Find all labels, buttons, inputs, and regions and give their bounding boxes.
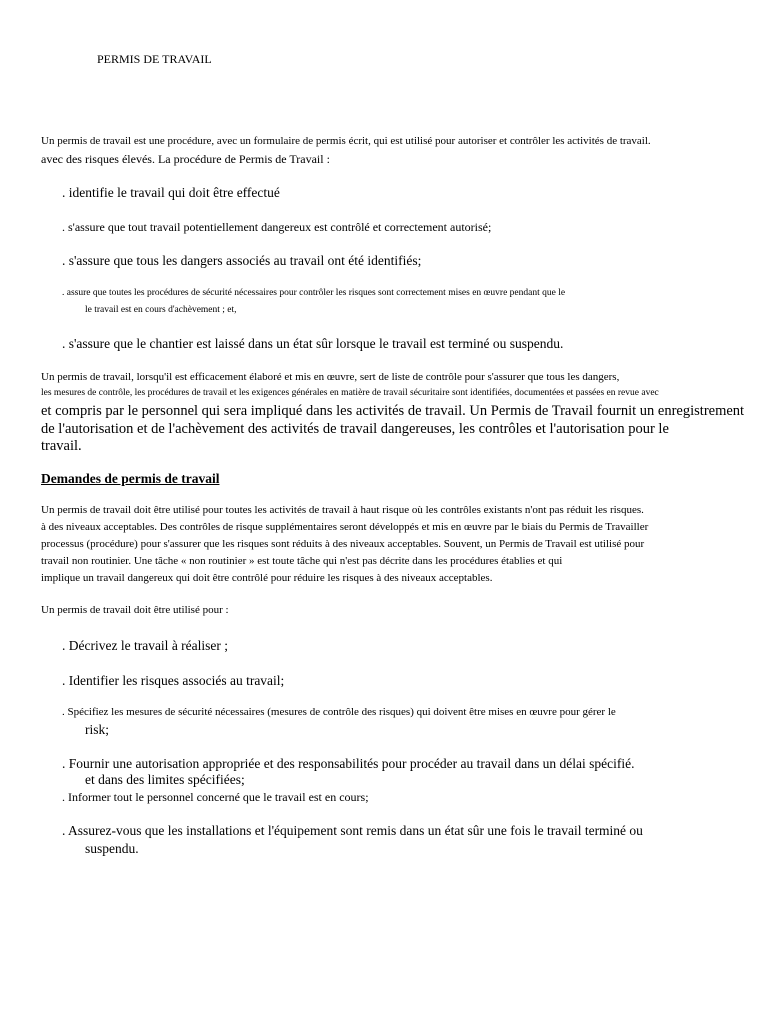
list-item-continuation: risk; [85, 722, 110, 737]
list-item: . Spécifiez les mesures de sécurité nécessaires (mesures de contrôle des risques) qui doivent être mises en œuvre pour gérer le [62, 706, 616, 718]
paragraph-line: implique un travail dangereux qui doit être contrôlé pour réduire les risques à des niveaux acceptables. [41, 572, 493, 584]
paragraph-line: les mesures de contrôle, les procédures de travail et les exigences générales en matière de travail sécuritaire sont identifiées, documentées et passées en revue avec [41, 388, 659, 398]
page-title: PERMIS DE TRAVAIL [97, 52, 212, 66]
list-item: . assure que toutes les procédures de sécurité nécessaires pour contrôler les risques sont correctement mises en œuvre pendant que le [62, 288, 566, 298]
paragraph-line: Un permis de travail doit être utilisé pour : [41, 604, 229, 616]
list-item: . s'assure que tous les dangers associés au travail ont été identifiés; [62, 253, 422, 268]
paragraph-line: à des niveaux acceptables. Des contrôles de risque supplémentaires seront développés et mis en œuvre par le biais du Permis de Travailler [41, 521, 649, 533]
list-item: . Assurez-vous que les installations et l'équipement sont remis dans un état sûr une fois le travail terminé ou [62, 823, 643, 838]
paragraph-line: Un permis de travail doit être utilisé pour toutes les activités de travail à haut risque où les contrôles existants n'ont pas réduit les risques. [41, 504, 644, 516]
paragraph-line: Un permis de travail, lorsqu'il est efficacement élaboré et mis en œuvre, sert de liste de contrôle pour s'assurer que tous les dangers, [41, 371, 620, 383]
list-item-continuation: et dans des limites spécifiées; [85, 772, 245, 787]
section-heading: Demandes de permis de travail [41, 471, 220, 486]
intro-line-1: Un permis de travail est une procédure, avec un formulaire de permis écrit, qui est utilisé pour autoriser et contrôler les activités de travail. [41, 135, 651, 147]
paragraph-line: et compris par le personnel qui sera impliqué dans les activités de travail. Un Permis de Travail fournit un enregistrement [41, 403, 745, 419]
paragraph-line: processus (procédure) pour s'assurer que les risques sont réduits à des niveaux acceptables. Souvent, un Permis de Travail est utilisé pour [41, 538, 645, 550]
list-item: . Fournir une autorisation appropriée et des responsabilités pour procéder au travail dans un délai spécifié. [62, 756, 635, 771]
list-item: . Décrivez le travail à réaliser ; [62, 638, 229, 653]
paragraph-line: travail. [41, 438, 82, 454]
list-item-continuation: le travail est en cours d'achèvement ; et, [85, 305, 237, 315]
list-item: . Identifier les risques associés au travail; [62, 673, 285, 688]
list-item: . s'assure que le chantier est laissé dans un état sûr lorsque le travail est terminé ou suspendu. [62, 336, 564, 351]
list-item: . identifie le travail qui doit être effectué [62, 185, 280, 200]
list-item: . s'assure que tout travail potentiellement dangereux est contrôlé et correctement autorisé; [62, 220, 492, 234]
list-item-continuation: suspendu. [85, 841, 139, 856]
list-item: . Informer tout le personnel concerné que le travail est en cours; [62, 790, 369, 804]
paragraph-line: de l'autorisation et de l'achèvement des activités de travail dangereuses, les contrôles et l'autorisation pour le [41, 421, 669, 437]
intro-line-2: avec des risques élevés. La procédure de Permis de Travail : [41, 152, 330, 166]
paragraph-line: travail non routinier. Une tâche « non routinier » est toute tâche qui n'est pas décrite dans les procédures établies et qui [41, 555, 563, 567]
